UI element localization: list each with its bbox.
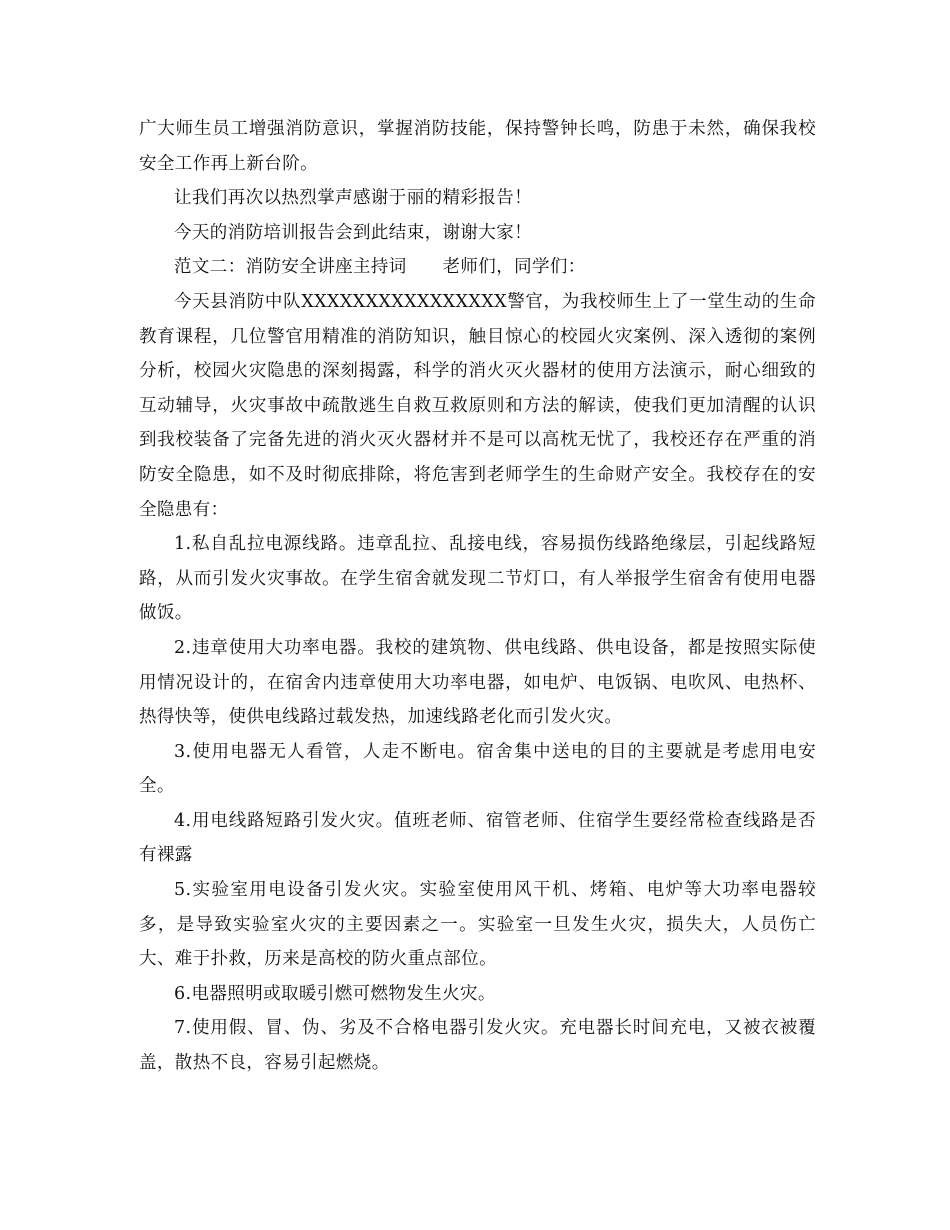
paragraph-closing: 今天的消防培训报告会到此结束，谢谢大家！ [174, 222, 532, 243]
paragraph-continuation: 广大师生员工增强消防意识，掌握消防技能，保持警钟长鸣，防患于未然，确保我校安全工作再上新台阶。 [139, 119, 816, 174]
list-item-hazard-1: 1.私自乱拉电源线路。违章乱拉、乱接电线，容易损伤线路绝缘层，引起线路短路，从而引发火灾事故。在学生宿舍就发现二节灯口，有人举报学生宿舍有使用电器做饭。 [139, 534, 816, 624]
document-body [139, 112, 816, 1081]
paragraph-sample-two-heading: 范文二：消防安全讲座主持词 老师们，同学们： [174, 257, 586, 278]
list-item-hazard-3: 3.使用电器无人看管，人走不断电。宿舍集中送电的目的主要就是考虑用电安全。 [139, 741, 816, 797]
paragraph-intro: 今天县消防中队XXXXXXXXXXXXXXXX警官，为我校师生上了一堂生动的生命教育课程，几位警官用精准的消防知识，触目惊心的校园火灾案例、深入透彻的案例分析，校园火灾隐患的深刻揭露，科学的消火灭火器材的使用方法演示，耐心细致的互动辅导，火灾事故中疏散逃生自救互救原则和方法的解读，使我们更加清醒的认识到我校装备了完备先进的消火灭火器材并不是可以高枕无忧了，我校还存在严重的消防安全隐患，如不及时彻底排除，将危害到老师学生的生命财产安全。我校存在的安全隐患有： [139, 291, 816, 520]
list-item-hazard-6: 6.电器照明或取暖引燃可燃物发生火灾。 [174, 983, 496, 1004]
list-item-hazard-2: 2.违章使用大功率电器。我校的建筑物、供电线路、供电设备，都是按照实际使用情况设计的，在宿舍内违章使用大功率电器，如电炉、电饭锅、电吹风、电热杯、热得快等，使供电线路过载发热，加速线路老化而引发火灾。 [139, 637, 816, 728]
list-item-hazard-4: 4.用电线路短路引发火灾。值班老师、宿管老师、住宿学生要经常检查线路是否有裸露 [139, 810, 816, 866]
paragraph-thanks: 让我们再次以热烈掌声感谢于丽的精彩报告！ [174, 188, 532, 209]
list-item-hazard-7: 7.使用假、冒、伪、劣及不合格电器引发火灾。充电器长时间充电，又被衣被覆盖，散热不良，容易引起燃烧。 [139, 1018, 816, 1074]
list-item-hazard-5: 5.实验室用电设备引发火灾。实验室使用风干机、烤箱、电炉等大功率电器较多，是导致实验室火灾的主要因素之一。实验室一旦发生火灾，损失大，人员伤亡大、难于扑救，历来是高校的防火重点部位。 [139, 880, 816, 970]
